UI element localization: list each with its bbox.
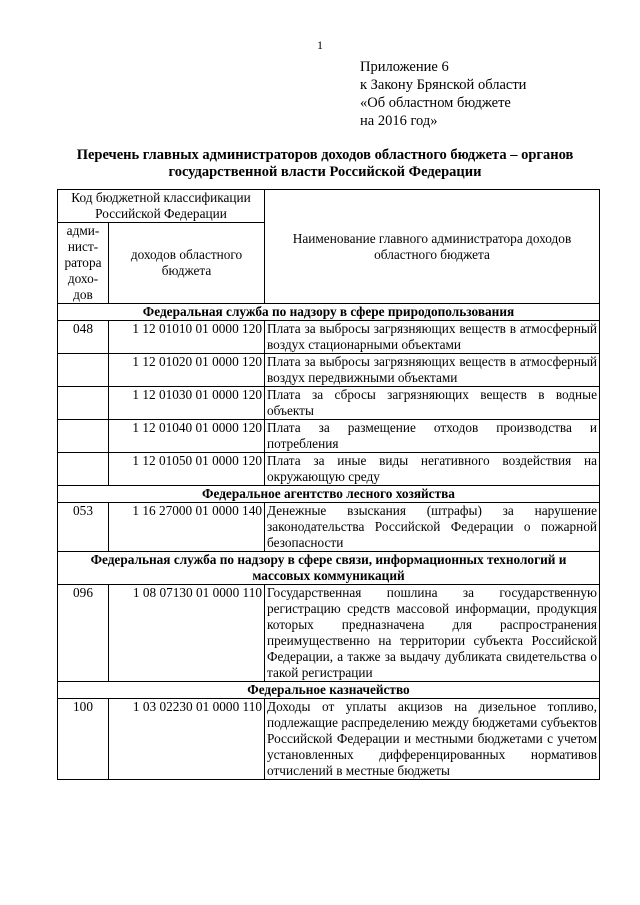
income-code-cell: 1 12 01010 01 0000 120 [109, 321, 265, 354]
table-row [58, 321, 600, 354]
table-row [58, 585, 600, 682]
income-name-cell: Денежные взыскания (штрафы) за нарушение законодательства Российской Федерации о пожарной безопасности [265, 503, 600, 552]
income-code-cell: 1 12 01020 01 0000 120 [109, 354, 265, 387]
income-code-cell: 1 12 01030 01 0000 120 [109, 387, 265, 420]
administrators-table [57, 189, 600, 780]
section-row [58, 682, 600, 699]
table-row [58, 699, 600, 780]
table-row [58, 453, 600, 486]
table-row [58, 503, 600, 552]
header-income: доходов областного бюджета [109, 223, 265, 304]
admin-code-cell [58, 354, 109, 387]
page-number: 1 [317, 38, 323, 52]
table-row [58, 420, 600, 453]
income-name-cell: Плата за иные виды негативного воздействия на окружающую среду [265, 453, 600, 486]
income-code-cell: 1 16 27000 01 0000 140 [109, 503, 265, 552]
appendix-note [360, 58, 526, 130]
appendix-line: на 2016 год» [360, 113, 438, 129]
section-row [58, 304, 600, 321]
appendix-line: «Об областном бюджете [360, 95, 511, 111]
section-title: Федеральное казначейство [58, 682, 600, 699]
table-row [58, 387, 600, 420]
header-admin: адми-нист-ратора дохо-дов [58, 223, 109, 304]
income-name-cell: Доходы от уплаты акцизов на дизельное топливо, подлежащие распределению между бюджетами субъектов Российской Федерации и местными бюджетами с учетом установленных дифференцированных нормативов отчислений в местные бюджеты [265, 699, 600, 780]
appendix-line: к Закону Брянской области [360, 77, 527, 93]
section-row [58, 486, 600, 503]
income-code-cell: 1 12 01050 01 0000 120 [109, 453, 265, 486]
admin-code-cell [58, 453, 109, 486]
income-name-cell: Плата за выбросы загрязняющих веществ в атмосферный воздух передвижными объектами [265, 354, 600, 387]
section-title: Федеральное агентство лесного хозяйства [58, 486, 600, 503]
table-row [58, 354, 600, 387]
appendix-line: Приложение 6 [360, 59, 449, 75]
header-code-group: Код бюджетной классификации Российской Федерации [58, 190, 265, 223]
income-code-cell: 1 03 02230 01 0000 110 [109, 699, 265, 780]
admin-code-cell: 053 [58, 503, 109, 552]
section-title: Федеральная служба по надзору в сфере природопользования [58, 304, 600, 321]
income-name-cell: Плата за размещение отходов производства и потребления [265, 420, 600, 453]
admin-code-cell: 048 [58, 321, 109, 354]
header-row [58, 190, 600, 223]
section-row [58, 552, 600, 585]
income-name-cell: Плата за выбросы загрязняющих веществ в атмосферный воздух стационарными объектами [265, 321, 600, 354]
income-name-cell: Плата за сбросы загрязняющих веществ в водные объекты [265, 387, 600, 420]
income-code-cell: 1 12 01040 01 0000 120 [109, 420, 265, 453]
section-title: Федеральная служба по надзору в сфере связи, информационных технологий и массовых коммуникаций [58, 552, 600, 585]
admin-code-cell: 100 [58, 699, 109, 780]
header-name: Наименование главного администратора доходов областного бюджета [265, 190, 600, 304]
income-code-cell: 1 08 07130 01 0000 110 [109, 585, 265, 682]
document-title: Перечень главных администраторов доходов областного бюджета – органов государственной власти Российской Федерации [76, 147, 574, 180]
admin-code-cell [58, 420, 109, 453]
admin-code-cell: 096 [58, 585, 109, 682]
income-name-cell: Государственная пошлина за государственную регистрацию средств массовой информации, продукция которых предназначена для распространения преимущественно на территории субъекта Российской Федерации, а также за выдачу дубликата свидетельства о такой регистрации [265, 585, 600, 682]
admin-code-cell [58, 387, 109, 420]
